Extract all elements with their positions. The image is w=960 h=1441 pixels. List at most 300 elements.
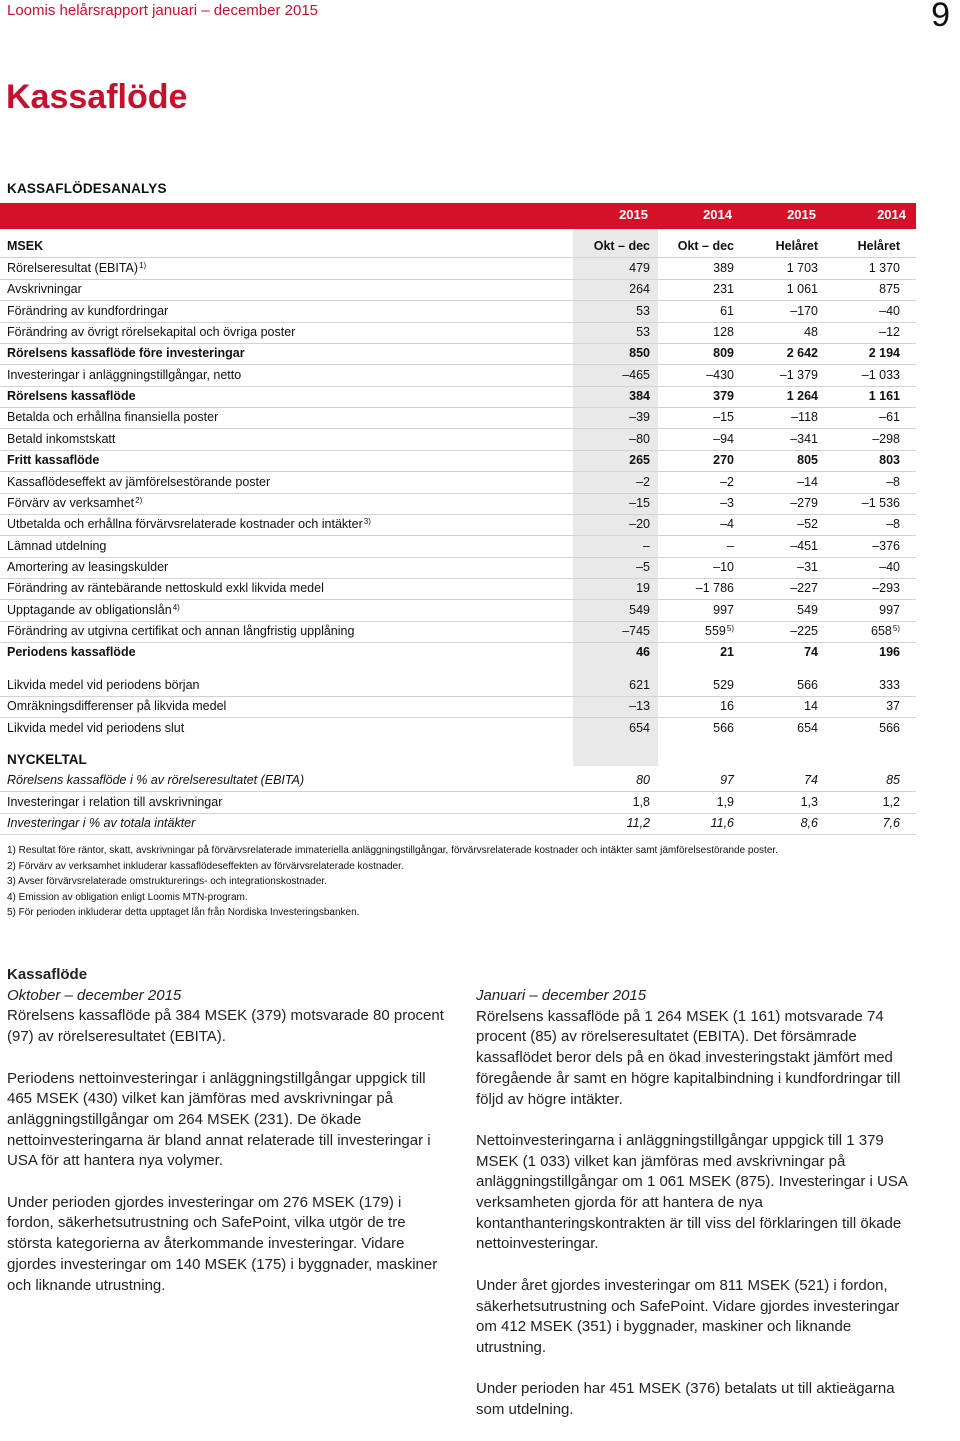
value-text: 231: [713, 282, 734, 296]
value-text: 270: [713, 453, 734, 467]
value-cell: [740, 453, 818, 467]
value-cell: [656, 432, 734, 446]
value-cell: [572, 389, 650, 403]
value-text: 128: [713, 325, 734, 339]
value-text: –1 379: [779, 368, 818, 382]
value-text: 566: [879, 721, 900, 735]
value-cell: [740, 560, 818, 574]
value-text: 46: [636, 645, 650, 659]
value-cell: [740, 581, 818, 595]
value-text: 14: [804, 699, 818, 713]
row-label-text: Amortering av leasingskulder: [7, 560, 169, 574]
table-row: [0, 718, 916, 739]
value-cell: [656, 678, 734, 692]
value-text: 566: [797, 678, 818, 692]
value-cell: [656, 539, 734, 553]
value-text: 21: [720, 645, 734, 659]
value-cell: [572, 410, 650, 424]
value-text: 997: [879, 603, 900, 617]
value-text: –293: [872, 581, 900, 595]
row-label-text: Likvida medel vid periodens början: [7, 678, 200, 692]
table-row: [0, 322, 916, 344]
row-label-text: Rörelsens kassaflöde: [7, 389, 136, 403]
value-text: 850: [629, 346, 650, 360]
row-label: [7, 282, 82, 296]
value-cell: [822, 346, 900, 360]
row-label: [7, 410, 218, 424]
row-label: [7, 773, 304, 787]
value-text: 74: [804, 773, 818, 787]
row-label-text: Investeringar i relation till avskrivningar: [7, 795, 223, 809]
year-header: 2014: [877, 207, 906, 222]
value-text: 53: [636, 325, 650, 339]
value-cell: [656, 475, 734, 489]
value-cell: [656, 773, 734, 787]
value-cell: [740, 410, 818, 424]
year-header: 2015: [619, 207, 648, 222]
page-title: Kassaflöde: [6, 78, 188, 116]
value-text: 389: [713, 261, 734, 275]
value-cell: [656, 496, 734, 510]
row-label: [7, 795, 222, 809]
value-text: –12: [879, 325, 900, 339]
value-cell: [740, 721, 818, 735]
table-row: [0, 770, 916, 792]
row-label-text: Investeringar i anläggningstillgångar, netto: [7, 368, 242, 382]
value-cell: [656, 816, 734, 830]
value-text: 85: [886, 773, 900, 787]
footnote-ref: 5): [726, 624, 734, 633]
footnote: 2) Förvärv av verksamhet inkluderar kassaflödeseffekten av förvärvsrelaterade kostnader.: [7, 860, 404, 872]
row-label-text: Förändring av övrigt rörelsekapital och övriga poster: [7, 325, 296, 339]
paragraph: Under perioden gjordes investeringar om 276 MSEK (179) i fordon, säkerhetsutrustning och SafePoint, vilka utgör de tre största kategorierna av återkommande investeringar. Vidare gjordes investeringar om 140 MSEK (175) i byggnader, maskiner och liknande utrustning.: [7, 1193, 438, 1294]
footnote: 3) Avser förvärvsrelaterade omstrukturerings- och integrationskostnader.: [7, 876, 327, 887]
row-label: [7, 453, 99, 467]
value-cell: [822, 678, 900, 692]
value-cell: [572, 624, 650, 638]
value-cell: [656, 368, 734, 382]
unit-label: MSEK: [7, 239, 44, 253]
value-text: 264: [629, 282, 650, 296]
value-text: 11,6: [710, 816, 734, 830]
value-cell: [740, 517, 818, 531]
value-text: –80: [629, 432, 650, 446]
value-text: 1 061: [786, 282, 818, 296]
row-label-text: Betalda och erhållna finansiella poster: [7, 410, 219, 424]
value-text: –39: [629, 410, 650, 424]
value-cell: [740, 603, 818, 617]
value-text: 8,6: [800, 816, 818, 830]
paragraph: Rörelsens kassaflöde på 384 MSEK (379) motsvarade 80 procent (97) av rörelseresultatet (EBITA).: [7, 1007, 444, 1046]
value-cell: [572, 282, 650, 296]
period-header: Helåret: [775, 239, 818, 253]
value-text: –341: [790, 432, 818, 446]
value-cell: [740, 678, 818, 692]
value-cell: [656, 645, 734, 659]
value-text: –14: [797, 475, 818, 489]
row-label: [7, 475, 270, 489]
value-text: –227: [790, 581, 818, 595]
value-cell: [822, 816, 900, 830]
table-row: [0, 600, 916, 622]
table-row: [0, 429, 916, 451]
footnote-ref: 3): [363, 517, 371, 526]
value-cell: [656, 517, 734, 531]
value-text: –2: [636, 475, 650, 489]
value-cell: [572, 645, 650, 659]
row-label: [7, 432, 115, 446]
value-cell: [740, 496, 818, 510]
row-label-text: Omräkningsdifferenser på likvida medel: [7, 699, 227, 713]
value-cell: [572, 496, 650, 510]
table-row: [0, 407, 916, 429]
row-label-text: Investeringar i % av totala intäkter: [7, 816, 196, 830]
value-text: –61: [879, 410, 900, 424]
value-text: –20: [629, 517, 650, 531]
value-cell: [572, 560, 650, 574]
value-cell: [822, 581, 900, 595]
value-text: 559: [705, 624, 726, 638]
value-cell: [656, 282, 734, 296]
value-cell: [656, 560, 734, 574]
value-text: 875: [879, 282, 900, 296]
value-cell: [572, 816, 650, 830]
value-text: 1 264: [786, 389, 818, 403]
value-text: 1 703: [786, 261, 818, 275]
value-text: 479: [629, 261, 650, 275]
table-row: [0, 696, 916, 718]
row-label: [7, 389, 136, 403]
row-label-text: Avskrivningar: [7, 282, 82, 296]
footnote: 4) Emission av obligation enligt Loomis MTN-program.: [7, 891, 248, 903]
row-label: [7, 517, 371, 531]
value-text: 803: [879, 453, 900, 467]
value-text: –430: [706, 368, 734, 382]
value-text: 1 161: [868, 389, 900, 403]
period-header: Okt – dec: [677, 239, 734, 253]
footnotes: [7, 843, 778, 921]
table-row: [0, 792, 916, 814]
row-label: [7, 560, 168, 574]
row-label-text: Upptagande av obligationslån: [7, 603, 172, 617]
value-text: –8: [886, 517, 900, 531]
value-text: –40: [879, 560, 900, 574]
value-text: 2 642: [786, 346, 818, 360]
row-label-text: Lämnad utdelning: [7, 539, 107, 553]
value-cell: [656, 603, 734, 617]
value-cell: [656, 325, 734, 339]
value-text: 384: [629, 389, 650, 403]
value-cell: [822, 496, 900, 510]
value-text: 48: [804, 325, 818, 339]
value-text: –5: [636, 560, 650, 574]
row-label: [7, 699, 226, 713]
table-row: [0, 386, 916, 408]
row-label: [7, 624, 354, 638]
row-label: [7, 368, 241, 382]
value-cell: [822, 389, 900, 403]
value-text: –118: [791, 410, 818, 424]
value-text: –52: [797, 517, 818, 531]
value-cell: [822, 453, 900, 467]
nyckeltal-title: NYCKELTAL: [7, 752, 87, 767]
value-text: 809: [713, 346, 734, 360]
row-label: [7, 581, 324, 595]
value-text: –10: [713, 560, 734, 574]
value-text: –: [727, 539, 734, 553]
value-cell: [572, 432, 650, 446]
table-row: [0, 813, 916, 835]
paragraph: Rörelsens kassaflöde på 1 264 MSEK (1 161) motsvarade 74 procent (85) av rörelseresultatet (EBITA). Det försämrade kassaflödet beror dels på en ökad investeringstakt jämfört med föregående år samt en högre kapitalbindning i kundfordringar till följd av högre intäkter.: [476, 1007, 901, 1108]
year-header: 2014: [703, 207, 732, 222]
value-cell: [822, 603, 900, 617]
value-cell: [572, 539, 650, 553]
value-text: –: [643, 539, 650, 553]
year-header: 2015: [787, 207, 816, 222]
value-cell: [572, 795, 650, 809]
row-label: [7, 678, 199, 692]
value-cell: [822, 432, 900, 446]
value-text: 7,6: [882, 816, 900, 830]
value-text: 658: [871, 624, 892, 638]
value-cell: [740, 816, 818, 830]
value-cell: [740, 432, 818, 446]
value-text: –3: [720, 496, 734, 510]
table-row: [0, 301, 916, 323]
footnote-ref: 4): [172, 603, 180, 612]
value-text: 11,2: [626, 816, 650, 830]
value-cell: [572, 261, 650, 275]
row-label: [7, 603, 180, 617]
row-label-text: Förändring av kundfordringar: [7, 304, 169, 318]
table-row: [0, 536, 916, 558]
table-row: [0, 493, 916, 515]
row-label: [7, 261, 146, 275]
footnote: 5) För perioden inkluderar detta upptaget lån från Nordiska Investeringsbanken.: [7, 907, 360, 918]
row-label: [7, 325, 295, 339]
page-number: 9: [931, 0, 950, 34]
table-period-header-row: [0, 236, 916, 258]
value-text: 529: [713, 678, 734, 692]
value-text: 654: [629, 721, 650, 735]
value-cell: [822, 560, 900, 574]
row-label: [7, 304, 168, 318]
value-text: –13: [629, 699, 650, 713]
value-text: 53: [636, 304, 650, 318]
value-text: 61: [720, 304, 734, 318]
row-label-text: Förvärv av verksamhet: [7, 496, 135, 510]
section-title: KASSAFLÖDESANALYS: [7, 181, 167, 196]
value-text: 997: [713, 603, 734, 617]
row-label-text: Rörelseresultat (EBITA): [7, 261, 139, 275]
row-label-text: Förändring av räntebärande nettoskuld exkl likvida medel: [7, 581, 324, 595]
row-label-text: Kassaflödeseffekt av jämförelsestörande poster: [7, 475, 271, 489]
value-text: 37: [886, 699, 900, 713]
value-cell: [822, 304, 900, 318]
value-text: 621: [629, 678, 650, 692]
value-cell: [740, 795, 818, 809]
value-cell: [740, 389, 818, 403]
table-row: [0, 472, 916, 494]
value-cell: [740, 645, 818, 659]
value-cell: [822, 699, 900, 713]
period-header: Okt – dec: [593, 239, 650, 253]
value-text: 1,9: [716, 795, 734, 809]
row-label-text: Rörelsens kassaflöde i % av rörelseresultatet (EBITA): [7, 773, 305, 787]
value-text: 654: [797, 721, 818, 735]
value-cell: [822, 721, 900, 735]
value-cell: [572, 346, 650, 360]
value-cell: [656, 346, 734, 360]
footnote-ref: 5): [892, 624, 900, 633]
value-text: –376: [872, 539, 900, 553]
value-cell: [572, 453, 650, 467]
table-row: [0, 279, 916, 301]
value-text: 333: [879, 678, 900, 692]
value-text: 19: [636, 581, 650, 595]
value-text: –1 786: [695, 581, 734, 595]
row-label: [7, 496, 142, 510]
value-text: –225: [790, 624, 818, 638]
value-cell: [572, 773, 650, 787]
value-cell: [822, 325, 900, 339]
row-label-text: Förändring av utgivna certifikat och annan långfristig upplåning: [7, 624, 355, 638]
right-text-column: [476, 986, 916, 1441]
table-row: [0, 514, 916, 536]
value-cell: [822, 645, 900, 659]
value-cell: [572, 475, 650, 489]
value-text: 16: [720, 699, 734, 713]
value-text: –4: [720, 517, 734, 531]
footnote: 1) Resultat före räntor, skatt, avskrivningar på förvärvsrelaterade immateriella anläggningstillgångar, förvärvsrelaterade kostnader och intäkter samt jämförelsestörande poster.: [7, 845, 778, 856]
row-label-text: Fritt kassaflöde: [7, 453, 100, 467]
value-cell: [656, 699, 734, 713]
value-text: –465: [622, 368, 650, 382]
value-text: –745: [622, 624, 650, 638]
value-cell: [656, 721, 734, 735]
paragraph: Under perioden har 451 MSEK (376) betalats ut till aktieägarna som utdelning.: [476, 1380, 895, 1419]
value-cell: [572, 304, 650, 318]
value-cell: [740, 539, 818, 553]
value-cell: [740, 368, 818, 382]
value-cell: [572, 368, 650, 382]
value-cell: [822, 624, 900, 638]
value-cell: [740, 475, 818, 489]
value-cell: [740, 346, 818, 360]
period-header: Helåret: [857, 239, 900, 253]
value-cell: [740, 624, 818, 638]
section-heading: Kassaflöde: [7, 966, 88, 983]
row-label-text: Likvida medel vid periodens slut: [7, 721, 185, 735]
value-cell: [572, 581, 650, 595]
value-text: 1 370: [868, 261, 900, 275]
value-cell: [572, 517, 650, 531]
value-cell: [656, 581, 734, 595]
value-text: 80: [636, 773, 650, 787]
value-text: –15: [629, 496, 650, 510]
value-text: –40: [879, 304, 900, 318]
value-text: 97: [720, 773, 734, 787]
value-cell: [740, 325, 818, 339]
value-cell: [656, 624, 734, 638]
value-text: 379: [713, 389, 734, 403]
table-row: [0, 450, 916, 472]
footnote-ref: 1): [139, 261, 147, 270]
value-text: –170: [790, 304, 818, 318]
value-text: –451: [790, 539, 818, 553]
row-label: [7, 539, 106, 553]
value-text: –94: [713, 432, 734, 446]
value-cell: [656, 453, 734, 467]
value-text: 196: [879, 645, 900, 659]
value-cell: [822, 773, 900, 787]
row-label: [7, 816, 195, 830]
row-label-text: Periodens kassaflöde: [7, 645, 136, 659]
paragraph: Under året gjordes investeringar om 811 MSEK (521) i fordon, säkerhetsutrustning och SafePoint. Vidare gjordes investeringar om 412 MSEK (351) i byggnader, maskiner och liknande utrustning.: [476, 1276, 900, 1356]
value-cell: [740, 699, 818, 713]
value-text: 1,8: [632, 795, 650, 809]
value-text: 2 194: [868, 346, 900, 360]
value-text: –1 536: [861, 496, 900, 510]
value-text: 1,3: [800, 795, 818, 809]
value-cell: [822, 410, 900, 424]
value-cell: [822, 282, 900, 296]
value-text: 566: [713, 721, 734, 735]
report-header: Loomis helårsrapport januari – december 2015: [7, 2, 319, 19]
value-text: –2: [720, 475, 734, 489]
period-subheading: Oktober – december 2015: [7, 986, 182, 1004]
row-label-text: Utbetalda och erhållna förvärvsrelaterade kostnader och intäkter: [7, 517, 363, 531]
paragraph: Nettoinvesteringarna i anläggningstillgångar uppgick till 1 379 MSEK (1 033) vilket kan jämföras med avskrivningar på anläggningstillgångar om 1 061 MSEK (875). Investeringar i USA verksamheten gjorda för att hantera de nya kontanthanteringskontrakten är till viss del förklaringen till ökade nettoinvesteringar.: [476, 1131, 908, 1253]
table-row: [0, 675, 916, 697]
period-subheading: Januari – december 2015: [476, 987, 647, 1004]
table-row: [0, 258, 916, 280]
value-cell: [656, 389, 734, 403]
table-row: [0, 621, 916, 643]
row-label-text: Rörelsens kassaflöde före investeringar: [7, 346, 245, 360]
value-cell: [822, 368, 900, 382]
value-text: 265: [629, 453, 650, 467]
table-row: [0, 365, 916, 387]
value-text: –279: [790, 496, 818, 510]
value-text: –31: [797, 560, 818, 574]
value-text: 549: [629, 603, 650, 617]
value-cell: [822, 261, 900, 275]
row-label: [7, 645, 136, 659]
value-text: –298: [872, 432, 900, 446]
value-text: 74: [804, 645, 818, 659]
paragraph: Periodens nettoinvesteringar i anläggningstillgångar uppgick till 465 MSEK (430) vilket kan jämföras med avskrivningar på anläggningstillgångar om 264 MSEK (231). De ökade nettoinvesteringarna är bland annat relaterade till investeringar i USA för att hantera nya volymer.: [7, 1069, 431, 1170]
value-cell: [572, 699, 650, 713]
value-text: 1,2: [882, 795, 900, 809]
row-label: [7, 721, 184, 735]
value-text: 549: [797, 603, 818, 617]
value-cell: [822, 539, 900, 553]
value-text: 805: [797, 453, 818, 467]
value-cell: [572, 678, 650, 692]
value-text: –15: [713, 410, 734, 424]
value-cell: [572, 603, 650, 617]
left-text-column: [7, 965, 447, 1317]
value-cell: [656, 304, 734, 318]
value-cell: [656, 795, 734, 809]
value-cell: [740, 773, 818, 787]
value-text: –8: [886, 475, 900, 489]
footnote-ref: 2): [135, 496, 143, 505]
value-text: –1 033: [861, 368, 900, 382]
table-row: [0, 557, 916, 579]
value-cell: [656, 410, 734, 424]
